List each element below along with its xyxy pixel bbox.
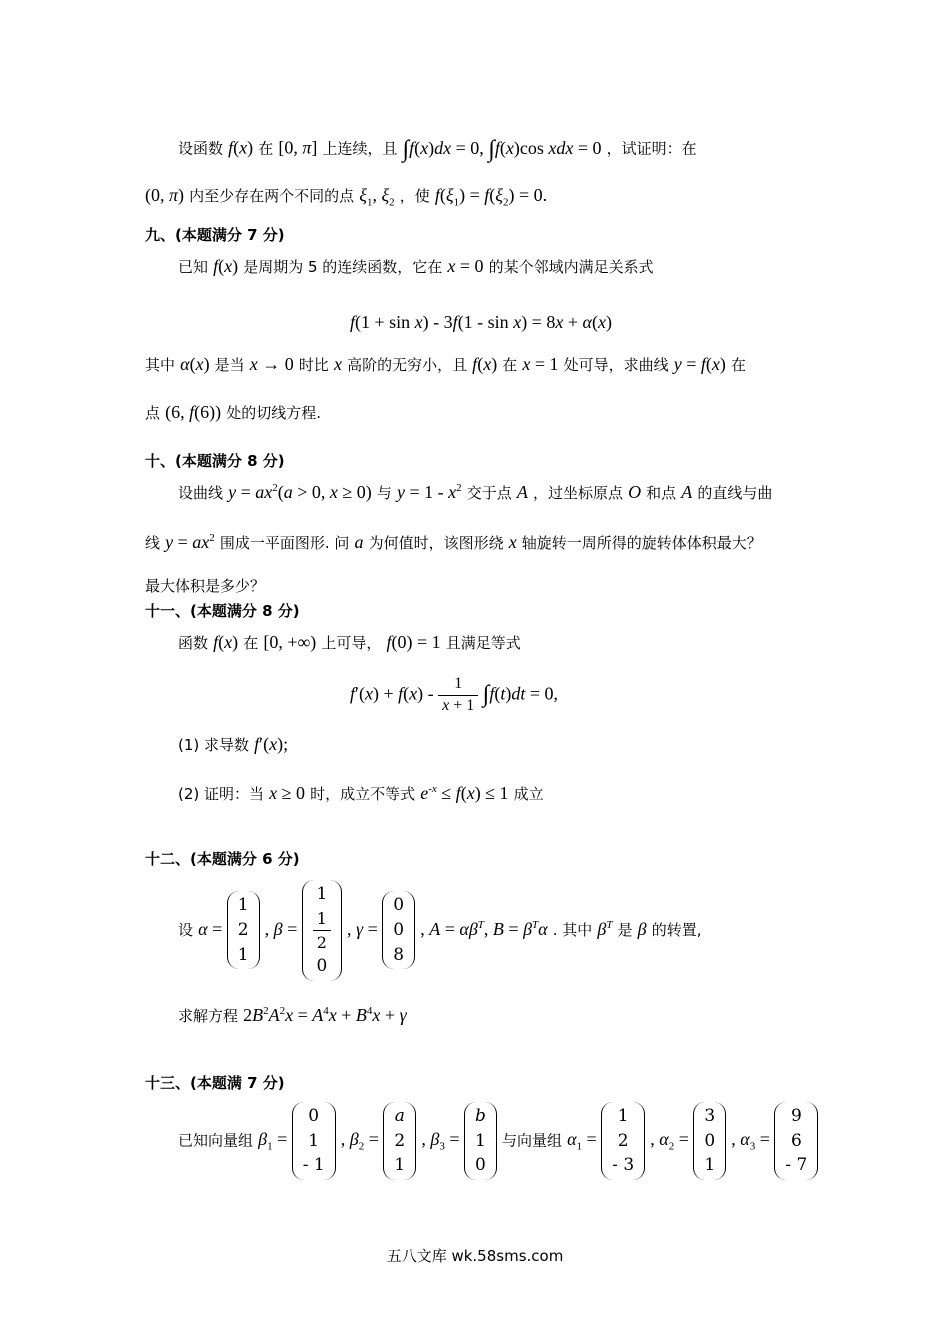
math-b2: , $\beta_2$ = [340,1129,384,1154]
s9-text: 处的切线方程. [226,404,321,422]
math-fx: f(x) [472,354,498,374]
p8-line1 [178,134,697,165]
s9-line3 [145,401,321,424]
math-open-interval: (0, π) [145,185,185,205]
s10-line1 [178,481,772,504]
vector-beta3 [464,1102,497,1180]
p8-line2 [145,184,547,210]
s13-text: 与向量组 [501,1131,562,1150]
vector-beta [302,880,342,981]
vec-entry: 2 [237,920,249,941]
math-integrals: ∫f(x)dx = 0, ∫f(x)cos xdx = 0 [402,136,602,162]
vec-entry: 0 [308,1106,320,1126]
s10-text: 为何值时，该图形绕 [368,534,504,552]
s10-line3: 最大体积是多少？ [145,577,266,595]
math-alpha: α(x) [180,354,210,374]
math-x0: x = 0 [447,256,484,276]
s9-text: 点 [145,404,161,422]
s12-text: 是 [617,920,633,939]
vec-entry: 1 [394,1155,406,1176]
s9-text: 在 [502,356,518,374]
math-a1: $\alpha_1$ = [567,1129,602,1154]
vec-fraction: $\frac{1}{2}$ [313,907,331,954]
s12-text: 设 [178,920,194,939]
s9-line2 [145,353,746,376]
math-xge0: x ≥ 0 [269,783,306,803]
vec-entry: 1 [308,1130,320,1151]
s10-text: 设曲线 [178,484,224,502]
s13-text: 已知向量组 [178,1131,254,1150]
vec-entry: - 1 [302,1155,325,1176]
s12-heading: 十二、(本题满分 6 分) [145,850,300,868]
s11-text: 成立 [513,785,544,803]
fraction: $\frac{1}{x + 1}$ [438,674,478,717]
math-x: x [333,354,342,374]
vector-beta2 [383,1102,416,1180]
s11-heading: 十一、(本题满分 8 分) [145,602,300,620]
s11-q1 [178,733,288,756]
s11-text: (1) 求导数 [178,736,250,754]
vec-entry: 1 [475,1130,486,1151]
s12-line1 [178,880,702,981]
s11-text: 在 [243,634,259,652]
s9-text: 处可导，求曲线 [563,356,669,374]
vector-alpha [227,891,260,969]
p8-text: 设函数 [178,139,224,158]
math-beta: β [637,918,647,939]
math-fxi: $f(\xi_1) = f(\xi_2) = 0$. [434,185,548,209]
math-curve1: $y = ax^2(a > 0$, x ≥ 0) [228,482,372,502]
s10-text: 围成一平面图形. 问 [219,534,350,552]
math-a: a [354,532,364,552]
vec-entry: 1 [316,884,328,904]
p8-text: ，试证明：在 [606,139,697,158]
vector-alpha3 [774,1102,818,1180]
s9-text: 是当 [214,356,245,374]
vec-entry: 0 [393,895,405,916]
p8-text: 上连续，且 [322,139,398,158]
math-fprime: f′(x); [254,734,289,754]
math-b1: $\beta_1$ = [258,1129,292,1154]
vec-entry: 3 [704,1106,716,1126]
p8-text: ，使 [399,187,430,205]
s11-q2 [178,782,544,805]
s11-text: 函数 [178,634,209,652]
math-A: A [681,482,693,502]
p8-text: 在 [258,139,274,158]
footer-watermark: 五八文库 wk.58sms.com [386,1247,564,1265]
vec-entry: - 7 [785,1155,808,1176]
s10-text: 线 [145,534,161,552]
s9-text: 是周期为 5 的连续函数，它在 [243,258,443,276]
math-x1: x = 1 [522,354,559,374]
vec-entry: 0 [704,1130,716,1151]
math-alpha-eq: α = [198,918,227,939]
math-ineq: $e^{-x} \le f(x) \le 1$ [420,783,509,803]
vec-entry: 8 [393,944,405,965]
vec-entry: 2 [394,1130,406,1151]
math-b3: , $\beta_3$ = [421,1129,464,1154]
s9-text: 时比 [298,356,329,374]
s10-text: 交于点 [466,484,512,502]
s12-text: . 其中 [552,920,593,939]
math-fx: f(x) [213,256,239,276]
s9-line1 [178,255,654,278]
vec-entry: 0 [316,956,328,977]
math-domain: [0, +∞) [263,632,317,652]
s11-text: 上可导， [321,634,382,652]
math-xi: $\xi_1$, $\xi_2$ [359,185,395,209]
math-AB: , $A = \alpha\beta^T$, $B = \beta^T\alpha$ [420,918,548,939]
vec-entry: 1 [617,1106,629,1126]
vec-entry: a [394,1106,405,1126]
vector-gamma [382,891,415,969]
s11-text: (2) 证明：当 [178,785,265,803]
math-a2: , $\alpha_2$ = [650,1129,694,1154]
s10-line2 [145,531,762,554]
vec-entry: 1 [704,1155,716,1176]
math-f0: f(0) = 1 [386,632,441,652]
s13-heading: 十三、(本题满 7 分) [145,1074,285,1092]
s10-text: 与 [376,484,392,502]
math-gamma-eq: , γ = [347,918,383,939]
s13-line1 [178,1102,818,1180]
s10-text: 轴旋转一周所得的旋转体体积最大？ [521,534,762,552]
s9-equation: f(1 + sin x) - 3f(1 - sin x) = 8x + α(x) [350,312,612,332]
math-x: x [508,532,517,552]
vec-entry: 6 [790,1130,802,1151]
math-beta-eq: , β = [264,918,302,939]
vec-entry: 0 [393,920,405,941]
math-limit: x → 0 [249,354,294,374]
vec-entry: 2 [617,1130,629,1151]
vector-beta1 [292,1102,336,1180]
s12-line2 [178,1004,407,1027]
s9-text: 已知 [178,258,209,276]
s12-text: 的转置, [651,920,702,939]
vec-entry: b [474,1106,486,1126]
s12-text: 求解方程 [178,1007,239,1025]
s9-text: 的某个邻域内满足关系式 [488,258,654,276]
s10-text: 和点 [646,484,677,502]
math-betaT: $\beta^T$ [597,918,613,939]
math-a3: , $\alpha_3$ = [731,1129,775,1154]
math-interval: [0, π] [278,137,318,158]
math-curve2: $y = 1 - x^2$ [397,482,462,502]
s10-text: 的直线与曲 [697,484,773,502]
math-point: (6, f(6)) [165,402,222,422]
math-A: A [516,482,528,502]
vec-entry: - 3 [612,1155,635,1176]
math-curve1b: $y = ax^2$ [165,532,215,552]
vec-entry: 1 [237,944,249,965]
s9-heading: 九、(本题满分 7 分) [145,226,285,244]
s11-line1 [178,631,521,654]
vector-alpha2 [693,1102,726,1180]
s9-text: 高阶的无穷小，且 [347,356,468,374]
s11-text: 时，成立不等式 [310,785,416,803]
s10-heading: 十、(本题满分 8 分) [145,452,285,470]
math-O: O [628,482,642,502]
math-fx: f(x) [228,137,254,158]
s11-equation: f′(x) + f(x) - $\frac{1}{x + 1}$ ∫f(t)dt = 0, [350,674,558,717]
math-fx: f(x) [213,632,239,652]
p8-text: 内至少存在两个不同的点 [189,187,355,205]
vec-entry: 1 [237,895,249,916]
vec-entry: 0 [475,1155,486,1176]
vec-entry: 9 [790,1106,802,1126]
math-equation: $2B^2A^2x = A^4x + B^4x + \gamma$ [243,1005,407,1025]
s10-text: ，过坐标原点 [532,484,623,502]
s9-text: 其中 [145,356,176,374]
vector-alpha1 [601,1102,645,1180]
s11-text: 且满足等式 [445,634,521,652]
s9-text: 在 [731,356,747,374]
math-curve: y = f(x) [673,354,726,374]
